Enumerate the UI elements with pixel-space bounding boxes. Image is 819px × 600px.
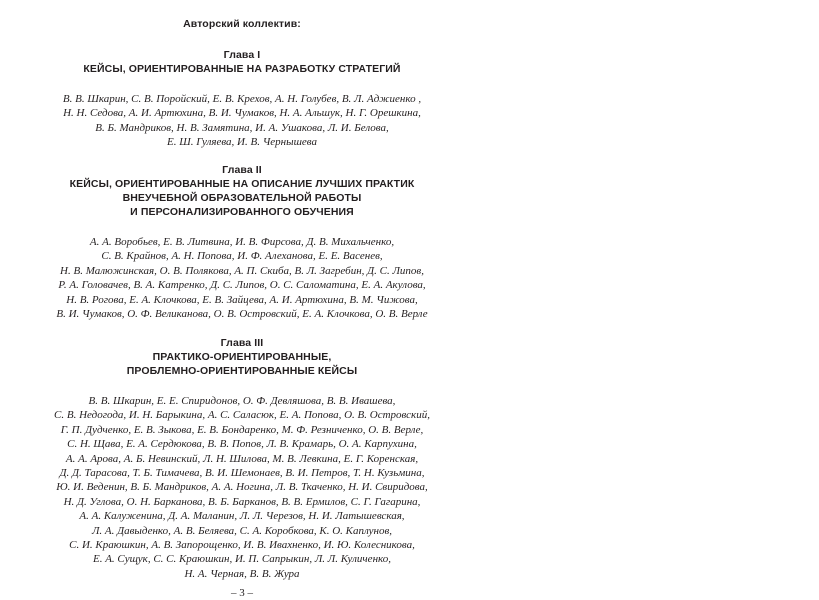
author-line: Н. Н. Седова, А. И. Артюхина, В. И. Чумаков, Н. А. Альшук, Н. Г. Орешкина, bbox=[63, 107, 421, 120]
author-line: Г. П. Дудченко, Е. В. Зыкова, Е. В. Бондаренко, М. Ф. Резниченко, О. В. Верле, bbox=[60, 423, 424, 436]
author-line: С. В. Недогода, И. Н. Барыкина, А. С. Саласюк, Е. А. Попова, О. В. Островский, bbox=[54, 409, 430, 422]
author-line: В. В. Шкарин, С. В. Поройский, Е. В. Крехов, А. Н. Голубев, В. Л. Аджиенко , bbox=[62, 93, 422, 105]
author-line: Н. Д. Углова, О. Н. Барканова, В. Б. Барканов, В. В. Ермилов, С. Г. Гагарина, bbox=[63, 495, 421, 508]
chapter-1-heading bbox=[0, 48, 484, 76]
chapter-3-heading bbox=[0, 336, 484, 378]
author-line: С. Н. Щава, Е. А. Сердюкова, В. В. Попов, Л. В. Крамарь, О. А. Карпухина, bbox=[67, 438, 417, 451]
chapter-label: Глава I bbox=[223, 49, 261, 61]
author-line: В. В. Шкарин, Е. Е. Спиридонов, О. Ф. Девляшова, В. В. Ивашева, bbox=[88, 395, 396, 407]
author-line: В. Б. Мандриков, Н. В. Замятина, И. А. Ушакова, Л. И. Белова, bbox=[95, 121, 389, 134]
chapter-title-line: ВНЕУЧЕБНОЙ ОБРАЗОВАТЕЛЬНОЙ РАБОТЫ bbox=[122, 192, 362, 204]
chapter-title-line: КЕЙСЫ, ОРИЕНТИРОВАННЫЕ НА РАЗРАБОТКУ СТРАТЕГИЙ bbox=[83, 63, 401, 75]
chapter-1-authors bbox=[0, 92, 484, 150]
author-line: Е. Ш. Гуляева, И. В. Чернышева bbox=[167, 136, 317, 149]
author-line: Н. В. Малюжинская, О. В. Полякова, А. П. Скиба, В. Л. Загребин, Д. С. Липов, bbox=[60, 264, 424, 277]
author-line: С. И. Краюшкин, А. В. Запорощенко, И. В. Ивахненко, И. Ю. Колесникова, bbox=[69, 539, 415, 552]
chapter-title-line: ПРАКТИКО-ОРИЕНТИРОВАННЫЕ, bbox=[152, 351, 332, 363]
chapter-label: Глава II bbox=[222, 164, 262, 176]
chapter-3-authors bbox=[0, 394, 484, 581]
author-line: Л. А. Давыденко, А. В. Беляева, С. А. Коробкова, К. О. Каплунов, bbox=[91, 524, 392, 537]
page-number: – 3 – bbox=[231, 587, 253, 599]
author-line: Ю. И. Веденин, В. Б. Мандриков, А. А. Ногина, Л. В. Ткаченко, Н. И. Свиридова, bbox=[56, 481, 428, 494]
author-line: Е. А. Сущук, С. С. Краюшкин, И. П. Сапрыкин, Л. Л. Куличенко, bbox=[92, 553, 391, 566]
chapter-label: Глава III bbox=[220, 337, 264, 349]
chapter-1-section bbox=[0, 48, 484, 150]
author-line: А. А. Арова, А. Б. Невинский, Л. Н. Шилова, М. В. Левкина, Е. Г. Коренская, bbox=[65, 452, 419, 465]
chapter-title-line: КЕЙСЫ, ОРИЕНТИРОВАННЫЕ НА ОПИСАНИЕ ЛУЧШИХ ПРАКТИК bbox=[69, 178, 415, 190]
chapter-title-line: И ПЕРСОНАЛИЗИРОВАННОГО ОБУЧЕНИЯ bbox=[130, 206, 354, 218]
chapter-3-section bbox=[0, 336, 484, 581]
author-line: С. В. Крайнов, А. Н. Попова, И. Ф. Алеханова, Е. Е. Васенев, bbox=[101, 250, 383, 263]
chapter-title-line: ПРОБЛЕМНО-ОРИЕНТИРОВАННЫЕ КЕЙСЫ bbox=[126, 365, 358, 377]
author-line: А. А. Калуженина, Д. А. Маланин, Л. Л. Черезов, Н. И. Латышевская, bbox=[79, 510, 405, 523]
chapter-2-section bbox=[0, 163, 484, 321]
chapter-2-authors bbox=[0, 235, 484, 321]
author-line: Д. Д. Тарасова, Т. Б. Тимачева, В. И. Шемонаев, В. И. Петров, Т. Н. Кузьмина, bbox=[59, 467, 425, 480]
author-line: Р. А. Головачев, В. А. Катренко, Д. С. Липов, О. С. Саломатина, Е. А. Акулова, bbox=[58, 279, 426, 292]
author-line: В. И. Чумаков, О. Ф. Великанова, О. В. Островский, Е. А. Клочкова, О. В. Верле bbox=[56, 308, 428, 321]
author-line: Н. А. Черная, В. В. Жура bbox=[184, 567, 300, 580]
author-line: Н. В. Рогова, Е. А. Клочкова, Е. В. Зайцева, А. И. Артюхина, В. М. Чижова, bbox=[66, 293, 418, 306]
author-line: А. А. Воробьев, Е. В. Литвина, И. В. Фирсова, Д. В. Михальченко, bbox=[89, 236, 395, 248]
authors-collective-title: Авторский коллектив: bbox=[183, 18, 301, 30]
chapter-2-heading bbox=[0, 163, 484, 219]
